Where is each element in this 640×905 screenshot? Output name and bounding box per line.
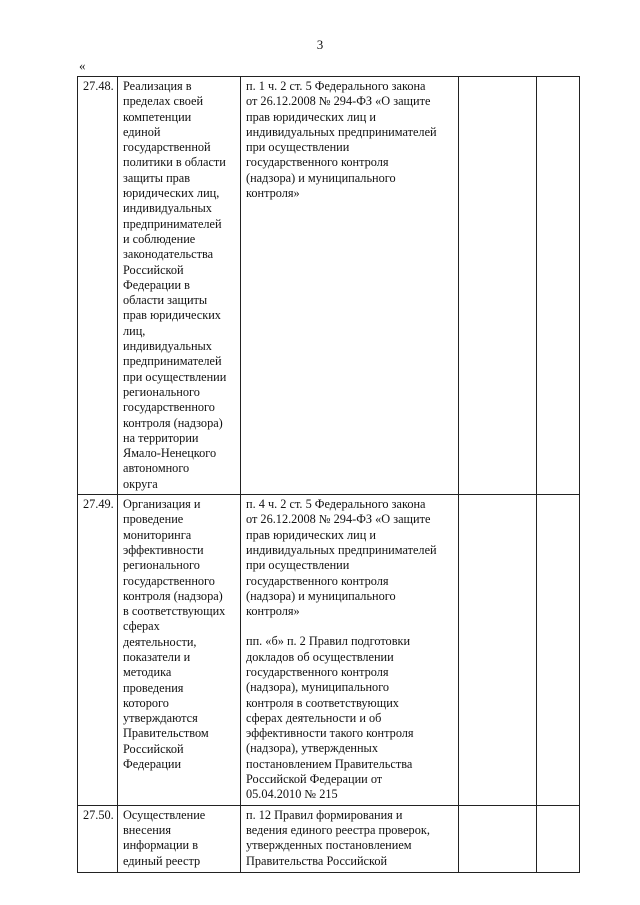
text-line: в соответствующих [123, 604, 226, 619]
legal-basis [246, 497, 454, 619]
functions-table [77, 76, 580, 873]
text-line: регионального [123, 558, 200, 573]
text-line: проведения [123, 680, 184, 695]
text-line: которого [123, 695, 169, 710]
text-line: Правительства Российской [246, 853, 388, 868]
opening-quote-mark: « [79, 58, 86, 73]
text-line: (надзора) и муниципального [246, 170, 396, 185]
function-name [123, 79, 236, 492]
text-line: контроля» [246, 186, 300, 201]
text-line: защиты прав [123, 170, 191, 185]
text-line: утвержденных постановлением [246, 838, 412, 853]
text-line: при осуществлении [246, 558, 350, 573]
table-row [78, 495, 580, 806]
paragraph-gap [246, 619, 454, 634]
text-line: области защиты [123, 293, 208, 308]
text-line: государственного контроля [246, 664, 389, 679]
empty-cell [459, 495, 537, 806]
function-name [123, 497, 236, 772]
empty-cell [459, 77, 537, 495]
text-line: на территории [123, 430, 199, 445]
text-line: утверждаются [123, 711, 198, 726]
text-line: предпринимателей [123, 354, 222, 369]
text-line: компетенции [123, 109, 192, 124]
text-line: округа [123, 476, 158, 491]
text-line: прав юридических [123, 308, 221, 323]
text-line: автономного [123, 461, 190, 476]
text-line: эффективности такого контроля [246, 726, 414, 741]
text-line: п. 12 Правил формирования и [246, 807, 403, 822]
text-line: прав юридических лиц и [246, 527, 376, 542]
empty-cell [537, 805, 580, 872]
text-line: докладов об осуществлении [246, 649, 394, 664]
legal-basis-cell [241, 805, 459, 872]
text-line: ведения единого реестра проверок, [246, 822, 430, 837]
text-line: 05.04.2010 № 215 [246, 787, 338, 802]
text-line: контроля (надзора) [123, 588, 223, 603]
text-line: Реализация в [123, 79, 192, 93]
table-row [78, 805, 580, 872]
function-name-cell [118, 495, 241, 806]
text-line: контроля в соответствующих [246, 695, 399, 710]
text-line: Ямало-Ненецкого [123, 446, 217, 461]
text-line: прав юридических лиц и [246, 109, 376, 124]
text-line: п. 1 ч. 2 ст. 5 Федерального закона [246, 79, 426, 93]
text-line: предпринимателей [123, 216, 222, 231]
text-line: п. 4 ч. 2 ст. 5 Федерального закона [246, 497, 426, 512]
empty-cell [537, 495, 580, 806]
text-line: государственного [123, 573, 215, 588]
item-number: 27.49. [78, 495, 118, 806]
text-line: пп. «б» п. 2 Правил подготовки [246, 634, 411, 649]
function-name-cell [118, 805, 241, 872]
item-number: 27.48. [78, 77, 118, 495]
text-line: Осуществление [123, 807, 206, 822]
text-line: при осуществлении [246, 140, 350, 155]
text-line: контроля (надзора) [123, 415, 223, 430]
text-line: государственного контроля [246, 155, 389, 170]
text-line: от 26.12.2008 № 294-ФЗ «О защите [246, 94, 431, 109]
text-line: показатели и [123, 649, 191, 664]
text-line: (надзора), утвержденных [246, 741, 378, 756]
text-line: государственного контроля [246, 573, 389, 588]
text-line: пределах своей [123, 94, 204, 109]
text-line: лиц, [123, 323, 146, 338]
text-line: индивидуальных [123, 201, 212, 216]
text-line: постановлением Правительства [246, 756, 413, 771]
text-line: внесения [123, 822, 172, 837]
text-line: юридических лиц, [123, 186, 220, 201]
text-line: индивидуальных предпринимателей [246, 542, 437, 557]
text-line: индивидуальных предпринимателей [246, 124, 437, 139]
text-line: регионального [123, 384, 200, 399]
text-line: (надзора), муниципального [246, 680, 390, 695]
text-line: политики в области [123, 155, 226, 170]
text-line: проведение [123, 512, 184, 527]
text-line: Организация и [123, 497, 201, 512]
text-line: государственной [123, 140, 211, 155]
text-line: индивидуальных [123, 339, 212, 354]
item-number: 27.50. [78, 805, 118, 872]
legal-basis-cell [241, 77, 459, 495]
text-line: контроля» [246, 604, 300, 619]
text-line: и соблюдение [123, 231, 196, 246]
legal-basis [246, 79, 454, 201]
text-line: при осуществлении [123, 369, 227, 384]
legal-basis-cell [241, 495, 459, 806]
function-name-cell [118, 77, 241, 495]
text-line: Федерации [123, 757, 182, 772]
text-line: Правительством [123, 726, 209, 741]
text-line: единый реестр [123, 853, 201, 868]
text-line: деятельности, [123, 634, 197, 649]
text-line: единой [123, 124, 161, 139]
text-line: Федерации в [123, 277, 190, 292]
text-line: информации в [123, 838, 199, 853]
legal-basis-secondary [246, 634, 454, 802]
text-line: сферах деятельности и об [246, 710, 382, 725]
text-line: методика [123, 665, 172, 680]
empty-cell [459, 805, 537, 872]
table-row [78, 77, 580, 495]
function-name [123, 808, 236, 869]
text-line: сферах [123, 619, 160, 634]
text-line: государственного [123, 400, 215, 415]
text-line: эффективности [123, 542, 204, 557]
text-line: Российской [123, 741, 184, 756]
text-line: законодательства [123, 247, 214, 262]
text-line: (надзора) и муниципального [246, 588, 396, 603]
legal-basis [246, 808, 454, 869]
text-line: мониторинга [123, 527, 192, 542]
text-line: Российской [123, 262, 184, 277]
page-number: 3 [316, 37, 324, 52]
empty-cell [537, 77, 580, 495]
text-line: от 26.12.2008 № 294-ФЗ «О защите [246, 512, 431, 527]
text-line: Российской Федерации от [246, 772, 383, 787]
